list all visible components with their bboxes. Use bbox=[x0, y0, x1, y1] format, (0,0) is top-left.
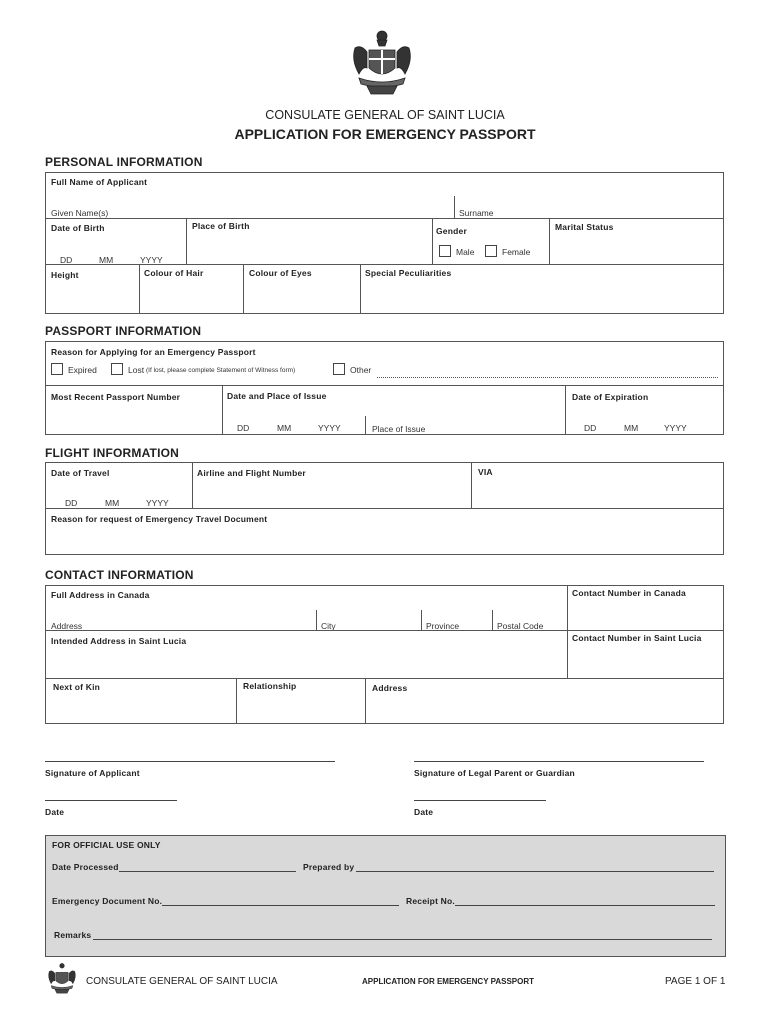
address-label: Address bbox=[51, 621, 83, 631]
coat-of-arms-logo bbox=[349, 28, 415, 100]
next-of-kin-label: Next of Kin bbox=[53, 682, 101, 692]
province-label: Province bbox=[426, 621, 460, 631]
exp-mm: MM bbox=[624, 423, 639, 433]
exp-yyyy: YYYY bbox=[664, 423, 687, 433]
female-label: Female bbox=[502, 247, 531, 257]
footer-title: APPLICATION FOR EMERGENCY PASSPORT bbox=[362, 977, 535, 986]
full-address-label: Full Address in Canada bbox=[51, 590, 150, 600]
via-label: VIA bbox=[478, 467, 493, 477]
lost-note: (If lost, please complete Statement of Witness form) bbox=[146, 367, 296, 374]
page-number: PAGE 1 OF 1 bbox=[665, 976, 726, 987]
male-checkbox[interactable] bbox=[439, 245, 451, 257]
doc-no-line[interactable] bbox=[162, 905, 399, 906]
applicant-signature-label: Signature of Applicant bbox=[45, 768, 140, 778]
recent-number-label: Most Recent Passport Number bbox=[51, 392, 181, 402]
dob-dd: DD bbox=[60, 255, 73, 265]
lost-label: Lost bbox=[128, 365, 145, 375]
contact-canada-label: Contact Number in Canada bbox=[572, 588, 686, 598]
receipt-no-label: Receipt No. bbox=[406, 896, 455, 906]
date-travel-label: Date of Travel bbox=[51, 468, 110, 478]
official-heading: FOR OFFICIAL USE ONLY bbox=[52, 840, 161, 850]
date-processed-line[interactable] bbox=[119, 871, 296, 872]
intended-address-label: Intended Address in Saint Lucia bbox=[51, 636, 187, 646]
hair-label: Colour of Hair bbox=[144, 268, 204, 278]
receipt-no-line[interactable] bbox=[455, 905, 715, 906]
postal-label: Postal Code bbox=[497, 621, 544, 631]
guardian-date-line[interactable] bbox=[414, 800, 546, 801]
applicant-date-line[interactable] bbox=[45, 800, 177, 801]
kin-address-label: Address bbox=[372, 683, 408, 693]
prepared-by-label: Prepared by bbox=[303, 862, 355, 872]
flight-reason-label: Reason for request of Emergency Travel Document bbox=[51, 514, 268, 524]
airline-label: Airline and Flight Number bbox=[197, 468, 306, 478]
gender-label: Gender bbox=[436, 226, 467, 236]
issue-dd: DD bbox=[237, 423, 250, 433]
applicant-date-label: Date bbox=[45, 807, 65, 817]
relationship-label: Relationship bbox=[243, 681, 297, 691]
guardian-signature-label: Signature of Legal Parent or Guardian bbox=[414, 768, 575, 778]
date-processed-label: Date Processed bbox=[52, 862, 119, 872]
full-name-label: Full Name of Applicant bbox=[51, 177, 148, 187]
expired-checkbox[interactable] bbox=[51, 363, 63, 375]
page-title: APPLICATION FOR EMERGENCY PASSPORT bbox=[234, 126, 536, 142]
expiration-label: Date of Expiration bbox=[572, 392, 649, 402]
place-of-birth-label: Place of Birth bbox=[192, 221, 250, 231]
reason-label: Reason for Applying for an Emergency Passport bbox=[51, 347, 256, 357]
travel-yyyy: YYYY bbox=[146, 498, 169, 508]
expired-label: Expired bbox=[68, 365, 97, 375]
flight-heading: FLIGHT INFORMATION bbox=[45, 446, 180, 460]
city-label: City bbox=[321, 621, 336, 631]
travel-mm: MM bbox=[105, 498, 120, 508]
contact-box bbox=[45, 585, 724, 724]
issue-mm: MM bbox=[277, 423, 292, 433]
surname-label: Surname bbox=[459, 208, 494, 218]
guardian-signature-line[interactable] bbox=[414, 761, 704, 762]
applicant-signature-line[interactable] bbox=[45, 761, 335, 762]
peculiarities-label: Special Peculiarities bbox=[365, 268, 452, 278]
dob-mm: MM bbox=[99, 255, 114, 265]
height-label: Height bbox=[51, 270, 79, 280]
guardian-date-label: Date bbox=[414, 807, 434, 817]
contact-lucia-label: Contact Number in Saint Lucia bbox=[572, 633, 702, 643]
footer-org: CONSULATE GENERAL OF SAINT LUCIA bbox=[86, 976, 278, 987]
lost-checkbox[interactable] bbox=[111, 363, 123, 375]
prepared-by-line[interactable] bbox=[356, 871, 714, 872]
date-place-issue-label: Date and Place of Issue bbox=[227, 391, 327, 401]
doc-no-label: Emergency Document No. bbox=[52, 896, 163, 906]
marital-status-label: Marital Status bbox=[555, 222, 614, 232]
remarks-line[interactable] bbox=[93, 939, 712, 940]
other-input-line[interactable] bbox=[377, 377, 718, 378]
header-org: CONSULATE GENERAL OF SAINT LUCIA bbox=[265, 108, 505, 122]
issue-yyyy: YYYY bbox=[318, 423, 341, 433]
female-checkbox[interactable] bbox=[485, 245, 497, 257]
exp-dd: DD bbox=[584, 423, 597, 433]
eyes-label: Colour of Eyes bbox=[249, 268, 312, 278]
travel-dd: DD bbox=[65, 498, 78, 508]
place-issue-label: Place of Issue bbox=[372, 424, 426, 434]
dob-label: Date of Birth bbox=[51, 223, 105, 233]
given-names-label: Given Name(s) bbox=[51, 208, 109, 218]
contact-heading: CONTACT INFORMATION bbox=[45, 568, 194, 582]
remarks-label: Remarks bbox=[54, 930, 92, 940]
personal-box bbox=[45, 172, 724, 314]
male-label: Male bbox=[456, 247, 475, 257]
personal-heading: PERSONAL INFORMATION bbox=[45, 155, 203, 169]
passport-heading: PASSPORT INFORMATION bbox=[45, 324, 202, 338]
other-label: Other bbox=[350, 365, 372, 375]
dob-yyyy: YYYY bbox=[140, 255, 163, 265]
footer-logo bbox=[46, 962, 78, 996]
other-checkbox[interactable] bbox=[333, 363, 345, 375]
